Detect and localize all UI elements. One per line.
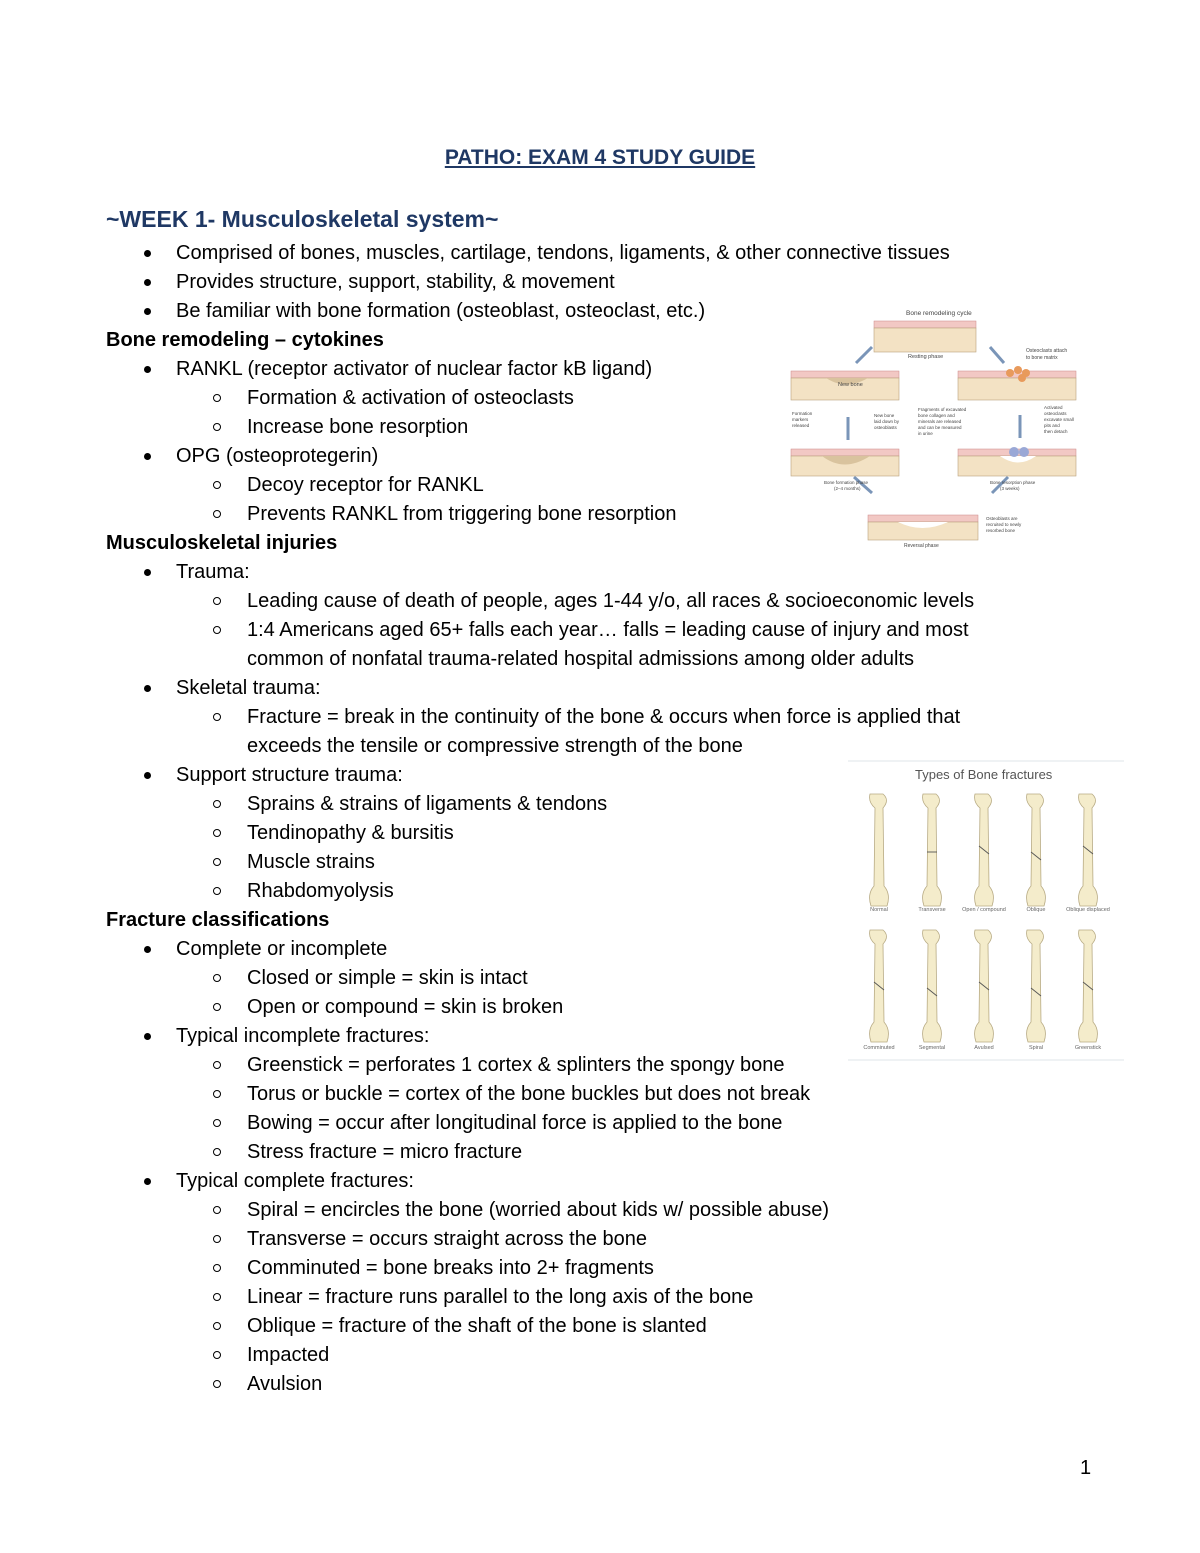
bone-illustration: [923, 794, 942, 906]
resorption-phase-label: Bone resorption phase (3 weeks): [990, 480, 1036, 491]
sub-bullet-item: Decoy receptor for RANKL: [0, 471, 1200, 500]
arrow-up-left: [856, 347, 872, 363]
arrow-down-right: [990, 347, 1004, 363]
activated-osteoclast-2: [1019, 447, 1029, 457]
resting-bone: [874, 328, 976, 352]
sub-bullet-item: 1:4 Americans aged 65+ falls each year… falls = leading cause of injury and most: [0, 616, 1200, 645]
sub-bullet-item: Greenstick = perforates 1 cortex & splinters the spongy bone: [0, 1051, 1200, 1080]
sub-bullet-item: Oblique = fracture of the shaft of the bone is slanted: [0, 1312, 1200, 1341]
fragments-label: Fragments of excavated bone collagen and minerals are released and can be measured in urine: [918, 407, 967, 436]
sub-bullet-item: Impacted: [0, 1341, 1200, 1370]
bullet-item: Typical incomplete fractures:: [0, 1022, 1200, 1051]
sub-bullet-item: Transverse = occurs straight across the bone: [0, 1225, 1200, 1254]
bone-remodeling-figure: [786, 305, 1086, 550]
bullet-item: RANKL (receptor activator of nuclear factor kB ligand): [0, 355, 1200, 384]
femur-shape: [870, 794, 889, 906]
fracture-type-label: Greenstick: [1074, 1045, 1102, 1051]
femur-shape: [1027, 930, 1046, 1042]
fracture-bones-group: [870, 794, 1098, 1042]
bone-fractures-figure: [848, 760, 1124, 1062]
week-heading: ~WEEK 1- Musculoskeletal system~: [106, 206, 499, 232]
fracture-figure-title: Types of Bone fractures: [915, 767, 1053, 782]
bone-illustration: [870, 794, 889, 906]
fracture-type-label: Oblique: [1026, 907, 1046, 913]
left-lower-cells: [791, 449, 899, 456]
bullet-item: OPG (osteoprotegerin): [0, 442, 1200, 471]
sub-bullet-item: Open or compound = skin is broken: [0, 993, 1200, 1022]
bone-illustration: [870, 930, 889, 1042]
bone-illustration: [975, 930, 994, 1042]
bone-illustration: [1027, 794, 1046, 906]
bullet-item: Trauma:: [0, 558, 1200, 587]
fracture-type-label: Segmental: [918, 1045, 946, 1051]
sub-bullet-item: Increase bone resorption: [0, 413, 1200, 442]
sub-bullet-item: Tendinopathy & bursitis: [0, 819, 1200, 848]
fracture-type-label: Comminuted: [863, 1045, 895, 1051]
osteoblasts-recruited-label: Osteoblasts are recruited to newly resorbed bone: [986, 516, 1022, 533]
sub-bullet-item: Torus or buckle = cortex of the bone buckles but does not break: [0, 1080, 1200, 1109]
fracture-type-label: Open / compound: [962, 907, 1006, 913]
sub-bullet-item: Sprains & strains of ligaments & tendons: [0, 790, 1200, 819]
osteoclast-2: [1014, 366, 1022, 374]
resting-label: Resting phase: [908, 354, 944, 360]
bone-illustration: [1079, 794, 1098, 906]
sub-bullet-item: Linear = fracture runs parallel to the long axis of the bone: [0, 1283, 1200, 1312]
osteoclasts-attach-label: Osteoclasts attach to bone matrix: [1026, 348, 1068, 361]
fracture-type-label: Spiral: [1028, 1045, 1044, 1051]
fracture-type-label: Normal: [870, 907, 888, 913]
femur-shape: [1027, 794, 1046, 906]
bullet-item: Complete or incomplete: [0, 935, 1200, 964]
formation-markers-label: Formation markers released: [792, 411, 813, 428]
reversal-phase-label: Reversal phase: [904, 543, 939, 549]
sub-bullet-item: Stress fracture = micro fracture: [0, 1138, 1200, 1167]
femur-shape: [923, 794, 942, 906]
bone-illustration: [1079, 930, 1098, 1042]
sub-bullet-item: Closed or simple = skin is intact: [0, 964, 1200, 993]
sub-bullet-item: Fracture = break in the continuity of the bone & occurs when force is applied that: [0, 703, 1200, 732]
formation-phase-label: Bone formation phase (2–4 months): [824, 480, 869, 491]
continuation-line: exceeds the tensile or compressive strength of the bone: [247, 735, 743, 757]
sub-bullet-item: Formation & activation of osteoclasts: [0, 384, 1200, 413]
bullet-item: Comprised of bones, muscles, cartilage, tendons, ligaments, & other connective tissues: [0, 239, 1200, 268]
sub-bullet-item: Avulsion: [0, 1370, 1200, 1399]
osteoclast-1: [1006, 369, 1014, 377]
section-heading: Bone remodeling – cytokines: [106, 329, 384, 351]
new-bone-label: New bone: [838, 382, 863, 388]
bullet-item: Typical complete fractures:: [0, 1167, 1200, 1196]
sub-bullet-item: Prevents RANKL from triggering bone resorption: [0, 500, 1200, 529]
continuation-line: common of nonfatal trauma-related hospital admissions among older adults: [247, 648, 915, 670]
section-heading: Musculoskeletal injuries: [106, 532, 338, 554]
bullet-item: Provides structure, support, stability, & movement: [0, 268, 1200, 297]
bone-illustration: [1027, 930, 1046, 1042]
bullet-item: Skeletal trauma:: [0, 674, 1200, 703]
right-upper-bone: [958, 378, 1076, 400]
sub-bullet-item: Muscle strains: [0, 848, 1200, 877]
page-number: 1: [1080, 1457, 1092, 1479]
left-upper-cells: [791, 371, 899, 378]
sub-bullet-item: Spiral = encircles the bone (worried about kids w/ possible abuse): [0, 1196, 1200, 1225]
section-heading: Fracture classifications: [106, 909, 330, 931]
resting-cells: [874, 321, 976, 328]
fracture-type-label: Avulsed: [974, 1045, 994, 1051]
bone-illustration: [975, 794, 994, 906]
bullet-item: Be familiar with bone formation (osteoblast, osteoclast, etc.): [0, 297, 1200, 326]
osteoclast-4: [1018, 374, 1026, 382]
new-bone-laid-label: New bone laid down by osteoblasts: [874, 413, 900, 430]
sub-bullet-item: Comminuted = bone breaks into 2+ fragments: [0, 1254, 1200, 1283]
fracture-type-label: Oblique displaced: [1066, 907, 1110, 913]
fracture-type-label: Transverse: [918, 907, 946, 913]
activated-osteoclast-1: [1009, 447, 1019, 457]
bone-illustration: [923, 930, 942, 1042]
sub-bullet-item: Bowing = occur after longitudinal force is applied to the bone: [0, 1109, 1200, 1138]
sub-bullet-item: Rhabdomyolysis: [0, 877, 1200, 906]
remodeling-title: Bone remodeling cycle: [906, 310, 972, 317]
femur-shape: [923, 930, 942, 1042]
activated-osteoclasts-label: Activated osteoclasts excavate small pits and then detach: [1044, 405, 1074, 434]
page-title: PATHO: EXAM 4 STUDY GUIDE: [444, 146, 756, 169]
sub-bullet-item: Leading cause of death of people, ages 1-44 y/o, all races & socioeconomic levels: [0, 587, 1200, 616]
reversal-cells: [868, 515, 978, 522]
bullet-item: Support structure trauma:: [0, 761, 1200, 790]
